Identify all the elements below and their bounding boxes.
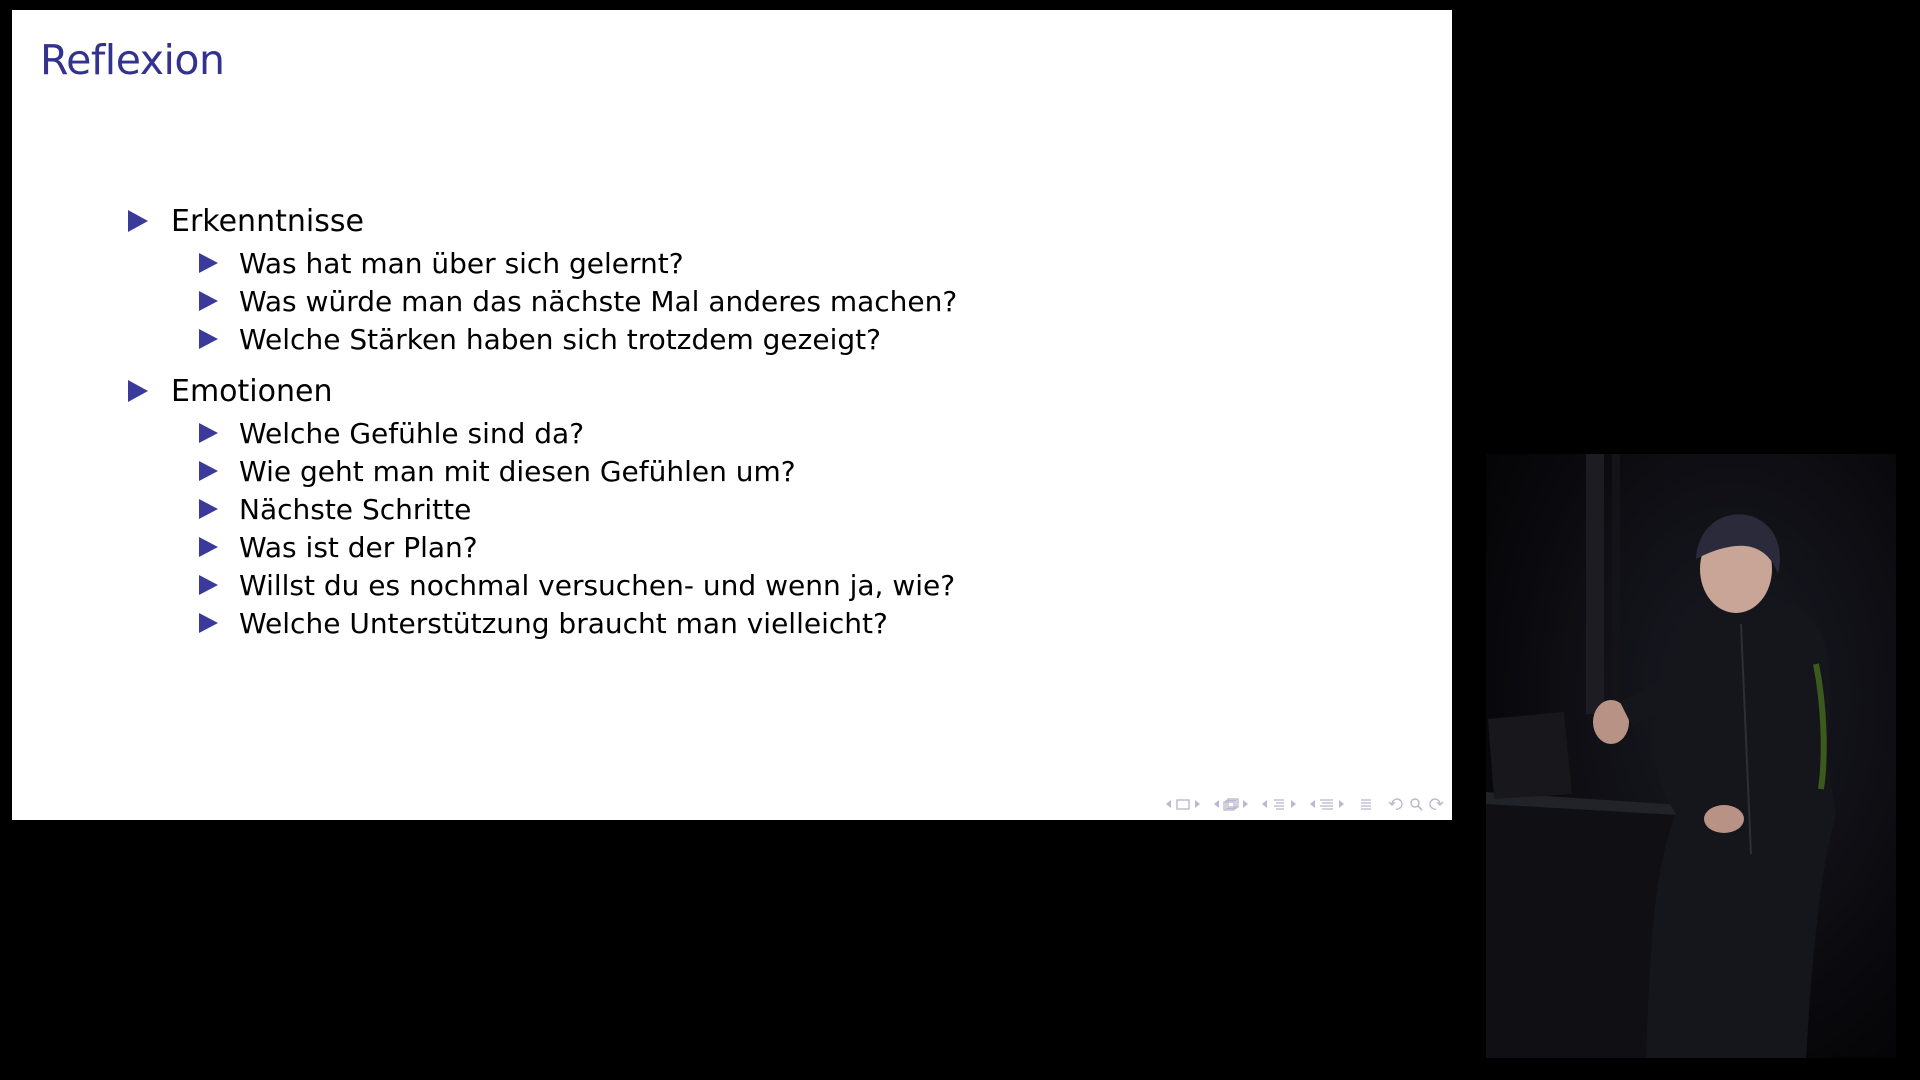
doc-nav[interactable]: [1310, 796, 1344, 812]
bullet-triangle-icon: [199, 423, 218, 443]
item-row: [199, 244, 957, 282]
item-row: [199, 528, 957, 566]
bullet-triangle-icon: [199, 253, 218, 273]
item-text: Wie geht man mit diesen Gefühlen um?: [239, 454, 796, 488]
search-nav: [1388, 796, 1444, 812]
item-row: [199, 414, 957, 452]
bullet-triangle-icon: [199, 575, 218, 595]
presentation-slide: [12, 10, 1452, 820]
item-text: Nächste Schritte: [239, 492, 472, 526]
item-text: Welche Unterstützung braucht man vielleicht?: [239, 606, 888, 640]
frame-nav[interactable]: [1166, 796, 1200, 812]
bullet-triangle-icon: [199, 461, 218, 481]
prev-arrow-icon[interactable]: [1166, 800, 1171, 808]
sub-list: [128, 244, 957, 358]
bullet-triangle-icon: [199, 291, 218, 311]
next-arrow-icon[interactable]: [1339, 800, 1344, 808]
list-item: [199, 320, 957, 358]
subsection-nav[interactable]: [1214, 796, 1248, 812]
item-row: [199, 320, 957, 358]
bullet-triangle-icon: [199, 537, 218, 557]
prev-arrow-icon[interactable]: [1310, 800, 1315, 808]
stage-pillar: [1586, 454, 1604, 714]
section-emotionen: [128, 368, 957, 642]
bullet-list: [128, 198, 957, 652]
list-item: [199, 282, 957, 320]
item-row: [199, 282, 957, 320]
bullet-triangle-icon: [199, 613, 218, 633]
next-arrow-icon[interactable]: [1195, 800, 1200, 808]
list-item: [199, 566, 957, 604]
section-row: [128, 198, 957, 244]
beamer-navigation-bar: [1166, 796, 1444, 812]
appendix-icon[interactable]: [1358, 796, 1374, 812]
section-label: Erkenntnisse: [171, 203, 364, 239]
speaker-video: [1486, 454, 1896, 1058]
list-item: [199, 452, 957, 490]
stage-pillar: [1612, 454, 1620, 704]
speaker-hand: [1704, 805, 1744, 833]
item-text: Welche Stärken haben sich trotzdem gezeigt?: [239, 322, 881, 356]
bullet-triangle-icon: [128, 210, 148, 232]
frame-nav-icon[interactable]: [1175, 796, 1191, 812]
forward-icon[interactable]: [1428, 796, 1444, 812]
item-row: [199, 604, 957, 642]
list-item: [199, 528, 957, 566]
speaker-video-frame: [1486, 454, 1896, 1058]
item-text: Was ist der Plan?: [239, 530, 478, 564]
list-item: [199, 244, 957, 282]
section-erkenntnisse: [128, 198, 957, 358]
list-item: [199, 414, 957, 452]
item-row: [199, 452, 957, 490]
sub-list: [128, 414, 957, 642]
search-icon[interactable]: [1408, 796, 1424, 812]
item-row: [199, 490, 957, 528]
subsection-nav-icon[interactable]: [1223, 796, 1239, 812]
bullet-triangle-icon: [199, 329, 218, 349]
laptop: [1488, 712, 1572, 799]
back-icon[interactable]: [1388, 796, 1404, 812]
bullet-triangle-icon: [128, 380, 148, 402]
section-label: Emotionen: [171, 373, 333, 409]
section-nav-icon[interactable]: [1271, 796, 1287, 812]
list-item: [199, 490, 957, 528]
next-arrow-icon[interactable]: [1243, 800, 1248, 808]
section-nav[interactable]: [1262, 796, 1296, 812]
item-row: [199, 566, 957, 604]
speaker-body: [1646, 595, 1836, 1058]
section-row: [128, 368, 957, 414]
item-text: Willst du es nochmal versuchen- und wenn ja, wie?: [239, 568, 956, 602]
bullet-triangle-icon: [199, 499, 218, 519]
item-text: Welche Gefühle sind da?: [239, 416, 585, 450]
slide-title: Reflexion: [40, 36, 225, 84]
next-arrow-icon[interactable]: [1291, 800, 1296, 808]
prev-arrow-icon[interactable]: [1214, 800, 1219, 808]
item-text: Was hat man über sich gelernt?: [239, 246, 684, 280]
doc-nav-icon[interactable]: [1319, 796, 1335, 812]
prev-arrow-icon[interactable]: [1262, 800, 1267, 808]
list-item: [199, 604, 957, 642]
item-text: Was würde man das nächste Mal anderes machen?: [239, 284, 958, 318]
